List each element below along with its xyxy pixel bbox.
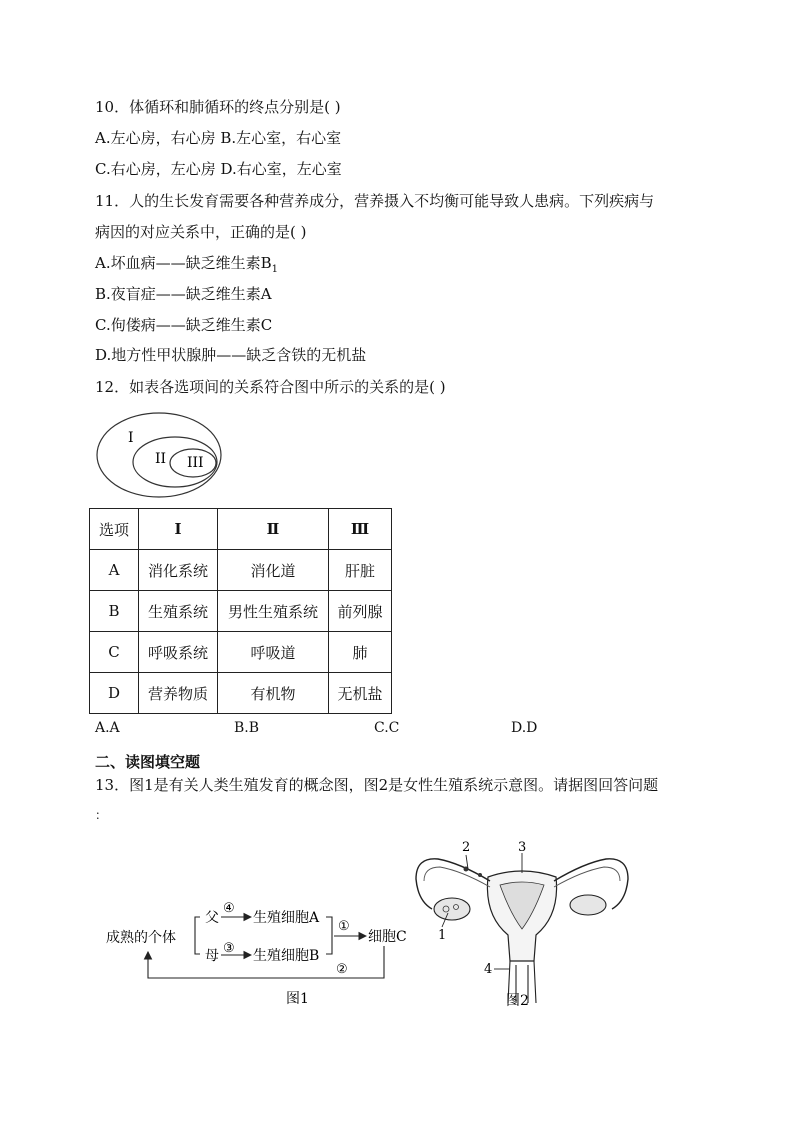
q11-option-b: B.夜盲症——缺乏维生素A: [95, 285, 272, 303]
q11-option-a-text: A.坏血病——缺乏维生素B: [95, 254, 272, 272]
table-cell: A: [90, 550, 139, 591]
q10-options-ab: A.左心房，右心房 B.左心室，右心室: [95, 129, 342, 147]
options-table: [89, 508, 392, 714]
table-cell: 有机物: [218, 673, 329, 714]
fig1-caption: 图1: [286, 991, 309, 1007]
table-row: [90, 591, 392, 632]
fig1-mother: 母: [205, 948, 219, 964]
fig2-label-4: 4: [484, 962, 493, 977]
q11-stem-1: 11．人的生长发育需要各种营养成分，营养摄入不均衡可能导致人患病。下列疾病与: [95, 192, 655, 210]
fig1-brace: [195, 917, 200, 954]
table-cell: 肝脏: [329, 550, 392, 591]
q10-options-cd: C.右心房，左心房 D.右心室，左心室: [95, 160, 342, 178]
table-cell: C: [90, 632, 139, 673]
right-oviduct-inner: [554, 867, 620, 887]
table-cell: 营养物质: [139, 673, 218, 714]
table-header-cell: 选项: [90, 509, 139, 550]
fig1-label-3: ③: [223, 941, 235, 956]
table-cell: 消化系统: [139, 550, 218, 591]
venn-diagram: [95, 410, 225, 498]
fig1-cell-b: 生殖细胞B: [253, 948, 320, 964]
q12-stem: 12．如表各选项间的关系符合图中所示的关系的是( ): [95, 378, 446, 396]
table-cell: 消化道: [218, 550, 329, 591]
section-title: 二、读图填空题: [95, 753, 201, 771]
right-ovary: [570, 895, 606, 915]
fig1-label-1: ①: [338, 919, 350, 934]
q13-stem-colon: ：: [95, 808, 108, 822]
fig2-label-3: 3: [518, 840, 527, 855]
venn-label-outer: I: [128, 430, 134, 446]
table-cell: 呼吸系统: [139, 632, 218, 673]
egg-cell: [478, 873, 482, 877]
fig1-label-4: ④: [223, 901, 235, 916]
q11-option-a: [95, 253, 278, 280]
table-row: [90, 673, 392, 714]
q11-option-a-subscript: 1: [271, 264, 278, 275]
figure-1-concept-diagram: [100, 890, 430, 1015]
table-header-cell: Ⅲ: [329, 509, 392, 550]
q10-stem: 10．体循环和肺循环的终点分别是( ): [95, 98, 341, 116]
table-cell: 生殖系统: [139, 591, 218, 632]
table-cell: 前列腺: [329, 591, 392, 632]
venn-label-middle: II: [155, 451, 167, 467]
q11-stem-2: 病因的对应关系中，正确的是( ): [95, 223, 307, 241]
table-cell: 男性生殖系统: [218, 591, 329, 632]
fig1-right-brace: [326, 917, 332, 954]
fig1-cell-a: 生殖细胞A: [253, 910, 320, 926]
answer-b: B.B: [234, 720, 260, 736]
fig1-father: 父: [205, 910, 219, 926]
figure-2-female-reproductive-system: [410, 835, 640, 1015]
fig1-mature-individual: 成熟的个体: [106, 930, 176, 946]
q11-option-c: C.佝偻病——缺乏维生素C: [95, 316, 273, 334]
fig2-label-1: 1: [438, 928, 447, 943]
table-cell: 无机盐: [329, 673, 392, 714]
fig2-label-2: 2: [462, 840, 471, 855]
left-oviduct-inner: [424, 867, 490, 887]
fig1-label-2: ②: [336, 962, 348, 977]
q13-stem: 13．图1是有关人类生殖发育的概念图，图2是女性生殖系统示意图。请据图回答问题: [95, 776, 659, 794]
answer-d: D.D: [511, 720, 538, 736]
table-row: [90, 550, 392, 591]
q11-option-d: D.地方性甲状腺肿——缺乏含铁的无机盐: [95, 346, 367, 364]
answer-a: A.A: [95, 720, 120, 736]
fig2-caption: 图2: [506, 993, 529, 1009]
table-row: [90, 632, 392, 673]
venn-label-inner: III: [187, 455, 204, 471]
table-header-cell: Ⅱ: [218, 509, 329, 550]
left-ovary: [434, 898, 470, 920]
table-cell: 肺: [329, 632, 392, 673]
table-cell: 呼吸道: [218, 632, 329, 673]
table-cell: D: [90, 673, 139, 714]
table-cell: B: [90, 591, 139, 632]
answer-c: C.C: [374, 720, 400, 736]
table-header-cell: Ⅰ: [139, 509, 218, 550]
fig1-cell-c: 细胞C: [368, 929, 407, 945]
venn-middle-ellipse: [133, 437, 217, 487]
table-header-row: [90, 509, 392, 550]
